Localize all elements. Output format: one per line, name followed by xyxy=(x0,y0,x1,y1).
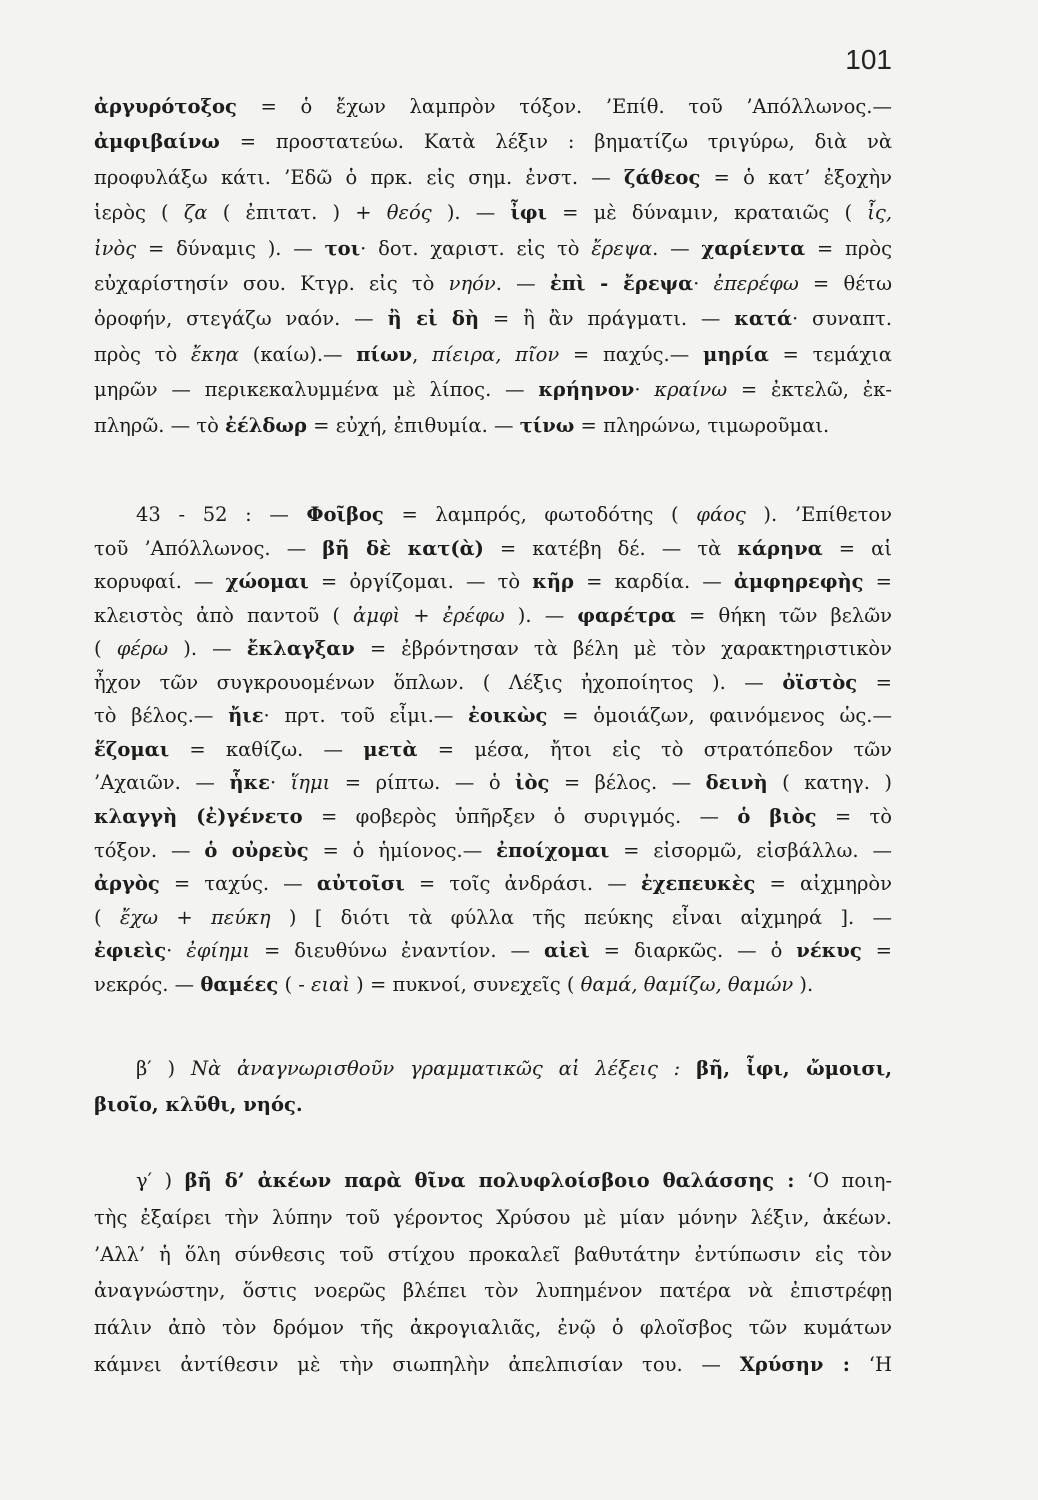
gloss-text: γ′ ) xyxy=(136,1169,185,1192)
headword: ἀργὸς xyxy=(94,872,160,896)
text-line xyxy=(94,602,892,630)
text-line xyxy=(94,669,892,697)
gloss-text: = τοῖς ἀνδράσι. — xyxy=(404,872,641,896)
italic-term: ἔρεψα xyxy=(591,236,653,260)
gloss-text: προφυλάξω κάτι. ’Εδῶ ὁ πρκ. εἰς σημ. ἐνστ. — xyxy=(94,165,625,189)
text-line xyxy=(94,904,892,932)
text-line xyxy=(136,501,892,529)
gloss-text: (καίω).— xyxy=(239,342,357,366)
gloss-text: = xyxy=(863,570,892,594)
gloss-text: ὀροφήν, στεγάζω ναόν. — xyxy=(94,307,388,331)
text-line xyxy=(94,1277,892,1305)
gloss-text: β′ ) xyxy=(136,1057,191,1080)
italic-term: ἔχω + πεύκη xyxy=(119,905,271,929)
gloss-text: = τὸ xyxy=(816,804,893,828)
text-line xyxy=(94,235,892,263)
headword: ἧκε xyxy=(229,771,270,795)
text-line xyxy=(94,93,892,121)
headword: τοι xyxy=(324,236,361,260)
gloss-text: ἦχον τῶν συγκρουομένων ὅπλων. ( Λέξις ἠχοποίητος ). — xyxy=(94,670,783,694)
gloss-text: ). xyxy=(793,972,814,996)
headword: ἐέλδωρ xyxy=(225,413,307,437)
italic-term: ἔκηα xyxy=(190,342,240,366)
headword: κρήηνον xyxy=(538,378,635,402)
headword: κλαγγὴ (ἐ)γένετο xyxy=(94,804,303,828)
headword: ὁ οὐρεὺς xyxy=(204,838,309,862)
text-line xyxy=(94,1241,892,1269)
italic-term: θεός xyxy=(386,201,432,225)
gloss-text: ( ἐπιτατ. ) + xyxy=(207,201,387,225)
headword: χαρίεντα xyxy=(701,236,806,260)
italic-term: θαμά, θαμίζω, θαμών xyxy=(580,972,794,996)
text-line xyxy=(94,803,892,831)
headword: αἰεὶ xyxy=(543,939,590,963)
gloss-text: · xyxy=(693,272,714,295)
gloss-text: = ὁμοιάζων, φαινόμενος ὡς.— xyxy=(547,704,892,728)
gloss-text: κλειστὸς ἀπὸ παντοῦ ( xyxy=(94,603,354,627)
text-line xyxy=(94,164,892,192)
headword: δεινὴ xyxy=(705,771,768,795)
headword: φαρέτρα xyxy=(577,603,676,627)
text-line xyxy=(136,1055,892,1083)
gloss-text: πρὸς τὸ xyxy=(94,342,191,366)
gloss-text: = ὁ ἔχων λαμπρὸν τόξον. ’Επίθ. τοῦ ’Απόλλωνος.— xyxy=(236,95,892,118)
gloss-text: = ὁ κατ’ ἐξοχὴν xyxy=(700,165,893,189)
gloss-text: = φοβερὸς ὑπῆρξεν ὁ συριγμός. — xyxy=(302,804,738,828)
italic-term: ἵημι xyxy=(290,771,331,795)
headword: ἐπὶ - ἔρεψα xyxy=(549,272,694,295)
headword: ἀργυρότοξος xyxy=(94,95,237,118)
headword: ἔκλαγξαν xyxy=(246,637,355,661)
gloss-text xyxy=(680,1057,696,1080)
headword: ἀμφηρεφὴς xyxy=(733,570,864,594)
gloss-text: = μέσα, ἤτοι εἰς τὸ στρατόπεδον τῶν xyxy=(417,737,892,761)
italic-term: ἀμφὶ + ἐρέφω xyxy=(353,603,505,627)
gloss-text: = τεμάχια xyxy=(768,342,892,366)
text-line xyxy=(136,1167,892,1195)
gloss-text: · πρτ. τοῦ εἶμι.— xyxy=(263,704,469,728)
gloss-text: ‘Ο ποιη- xyxy=(794,1169,892,1192)
headword: βῆ, ἶφι, ὤμοισι, xyxy=(696,1057,892,1080)
gloss-text: = διαρκῶς. — ὁ xyxy=(589,939,797,963)
text-line xyxy=(94,769,892,797)
gloss-text: = πρὸς xyxy=(805,236,892,260)
headword: ἐχεπευκὲς xyxy=(640,872,756,896)
gloss-text: ( κατηγ. ) xyxy=(767,771,892,795)
gloss-text: ( xyxy=(94,637,117,661)
page-number: 101 xyxy=(845,44,892,75)
text-line xyxy=(94,535,892,563)
gloss-text: ’Αχαιῶν. — xyxy=(94,771,230,795)
gloss-text: = θήκη τῶν βελῶν xyxy=(675,603,893,627)
headword: χώομαι xyxy=(225,570,309,594)
headword: μετὰ xyxy=(363,737,418,761)
headword: ἰὸς xyxy=(515,771,550,795)
gloss-text: μηρῶν — περικεκαλυμμένα μὲ λίπος. — xyxy=(94,378,539,402)
text-line xyxy=(94,937,892,965)
gloss-text: κάμνει ἀντίθεσιν μὲ τὴν σιωπηλὴν ἀπελπισίαν του. — xyxy=(94,1353,740,1376)
headword: κάρηνα xyxy=(737,536,823,560)
italic-term: νηόν xyxy=(448,272,496,295)
gloss-text: ἱερὸς ( xyxy=(94,201,184,225)
text-line xyxy=(94,128,892,156)
text-line xyxy=(94,412,892,440)
gloss-text: = ἐκτελῶ, ἐκ- xyxy=(727,378,892,402)
headword: ἕζομαι xyxy=(94,737,170,761)
headword: πίων xyxy=(356,342,413,366)
headword: Χρύσην : xyxy=(739,1353,851,1376)
gloss-text: = θέτω xyxy=(798,272,892,295)
gloss-text: κορυφαί. — xyxy=(94,570,226,594)
gloss-text: ). — xyxy=(504,603,578,627)
headword: ἐοικὼς xyxy=(468,704,548,728)
italic-term: πίειρα, πῖον xyxy=(432,342,560,366)
headword: ἤιε xyxy=(228,704,264,728)
headword: βιοῖο, κλῦθι, νηός. xyxy=(94,1093,303,1116)
gloss-text: · δοτ. χαριστ. εἰς τὸ xyxy=(360,236,592,260)
gloss-text: = αἱ xyxy=(822,536,892,560)
headword: βῆ δ’ ἀκέων παρὰ θῖνα πολυφλοίσβοιο θαλάσσης : xyxy=(184,1169,795,1192)
gloss-text: = ὁ ἡμίονος.— xyxy=(308,838,497,862)
gloss-text: · xyxy=(166,939,187,963)
gloss-text: . — xyxy=(495,272,550,295)
italic-term: ἐφίημι xyxy=(186,939,251,963)
gloss-text: = παχύς.— xyxy=(559,342,703,366)
gloss-text: ( xyxy=(278,972,299,996)
italic-term: Νὰ ἀναγνωρισθοῦν γραμματικῶς αἱ λέξεις : xyxy=(190,1057,681,1080)
gloss-text: τοῦ ’Απόλλωνος. — xyxy=(94,536,323,560)
gloss-text: ( xyxy=(94,905,120,929)
headword: θαμέες xyxy=(200,972,279,996)
headword: τίνω xyxy=(519,413,575,437)
gloss-text: 43 - 52 : — xyxy=(136,503,307,526)
gloss-text: πάλιν ἀπὸ τὸν δρόμον τῆς ἀκρογιαλιᾶς, ἐνῷ ὁ φλοῖσβος τῶν κυμάτων xyxy=(94,1316,892,1340)
headword: βῆ δὲ κατ(ὰ) xyxy=(322,536,484,560)
text-line xyxy=(94,971,892,999)
text-line xyxy=(94,1314,892,1342)
gloss-text: = ἢ ἂν πράγματι. — xyxy=(479,307,735,331)
gloss-text: = διευθύνω ἐναντίον. — xyxy=(250,939,544,963)
gloss-text: = καθίζω. — xyxy=(169,737,364,761)
italic-term: φέρω xyxy=(116,637,169,661)
gloss-text: = μὲ δύναμιν, κραταιῶς ( xyxy=(546,201,868,225)
gloss-text: ‘Η xyxy=(850,1353,893,1376)
gloss-text: = ταχύς. — xyxy=(159,872,317,896)
gloss-text: = ὀργίζομαι. — τὸ xyxy=(308,570,533,594)
gloss-text: ). ’Επίθετον xyxy=(745,503,893,526)
gloss-text: ). — xyxy=(168,637,247,661)
text-line xyxy=(94,837,892,865)
gloss-text: τὴς ἐξαίρει τὴν λύπην τοῦ γέροντος Χρύσου μὲ μίαν μόνην λέξιν, ἀκέων. xyxy=(94,1205,892,1229)
text-line xyxy=(94,1091,892,1119)
gloss-text: νεκρός. — xyxy=(94,972,201,996)
gloss-text: = xyxy=(857,670,892,694)
italic-term: φάος xyxy=(696,503,746,526)
text-line xyxy=(94,199,892,227)
gloss-text: · xyxy=(634,378,655,402)
gloss-text: = εὐχή, ἐπιθυμία. — xyxy=(306,413,520,437)
headword: ζάθεος xyxy=(624,165,701,189)
text-line xyxy=(94,1204,892,1232)
gloss-text: , xyxy=(412,342,433,366)
headword: ὀϊστὸς xyxy=(782,670,858,694)
gloss-text: = λαμπρός, φωτοδότης ( xyxy=(383,503,697,526)
gloss-text: = ρίπτω. — ὁ xyxy=(330,771,516,795)
text-line xyxy=(94,376,892,404)
text-line xyxy=(94,702,892,730)
text-line xyxy=(94,870,892,898)
headword: αὐτοῖσι xyxy=(316,872,405,896)
gloss-text: · xyxy=(269,771,291,795)
gloss-text: = εἰσορμῶ, εἰσβάλλω. — xyxy=(609,838,892,862)
italic-term: ἰνὸς xyxy=(94,236,137,260)
gloss-text: = κατέβη δέ. — τὰ xyxy=(483,536,738,560)
gloss-text: · συναπτ. xyxy=(791,307,893,331)
gloss-text: = ἐβρόντησαν τὰ βέλη μὲ τὸν χαρακτηριστικὸν xyxy=(354,637,893,661)
gloss-text: = αἰχμηρὸν xyxy=(755,872,892,896)
headword: κατά xyxy=(734,307,792,331)
gloss-text: ) = πυκνοί, συνεχεῖς ( xyxy=(349,972,581,996)
text-line xyxy=(94,635,892,663)
gloss-text: . — xyxy=(652,236,702,260)
text-line xyxy=(94,736,892,764)
gloss-text: = καρδία. — xyxy=(574,570,734,594)
gloss-text: = προστατεύω. Κατὰ λέξιν : βηματίζω τριγύρω, διὰ νὰ xyxy=(219,130,892,154)
text-line xyxy=(94,270,892,298)
gloss-text: τὸ βέλος.— xyxy=(94,704,229,728)
text-line xyxy=(94,341,892,369)
italic-term: - ειαὶ xyxy=(298,972,350,996)
headword: ἀμφιβαίνω xyxy=(94,130,220,154)
gloss-text: = πληρώνω, τιμωροῦμαι. xyxy=(574,413,830,437)
headword: ἐποίχομαι xyxy=(496,838,610,862)
gloss-text: = δύναμις ). — xyxy=(136,236,325,260)
gloss-text: εὐχαρίστησίν σου. Κτγρ. εἰς τὸ xyxy=(94,272,449,295)
gloss-text: = xyxy=(861,939,893,963)
headword: Φοῖβος xyxy=(306,503,384,526)
text-line xyxy=(94,305,892,333)
italic-term: κραίνω xyxy=(654,378,728,402)
headword: μηρία xyxy=(702,342,769,366)
italic-term: ζα xyxy=(183,201,208,225)
italic-term: ἶς, xyxy=(867,201,893,225)
gloss-text: = βέλος. — xyxy=(549,771,706,795)
gloss-text: ’Αλλ’ ἡ ὅλη σύνθεσις τοῦ στίχου προκαλεῖ βαθυτάτην ἐντύπωσιν εἰς τὸν xyxy=(94,1242,892,1266)
gloss-text: ) [ διότι τὰ φύλλα τῆς πεύκης εἶναι αἰχμηρά ]. — xyxy=(270,905,892,929)
text-line xyxy=(94,568,892,596)
gloss-text: τόξον. — xyxy=(94,838,205,862)
headword: κῆρ xyxy=(532,570,575,594)
gloss-text: πληρῶ. — τὸ xyxy=(94,413,226,437)
headword: ὁ βιὸς xyxy=(737,804,817,828)
italic-term: ἐπερέφω xyxy=(713,272,799,295)
gloss-text: ἀναγνώστην, ὅστις νοερῶς βλέπει τὸν λυπημένον πατέρα νὰ ἐπιστρέφῃ xyxy=(94,1279,892,1303)
gloss-text: ). — xyxy=(431,201,511,225)
headword: νέκυς xyxy=(796,939,862,963)
headword: ἢ εἰ δὴ xyxy=(387,307,480,331)
headword: ἐφιεὶς xyxy=(94,939,167,963)
headword: ἶφι xyxy=(510,201,547,225)
text-line xyxy=(94,1351,892,1379)
